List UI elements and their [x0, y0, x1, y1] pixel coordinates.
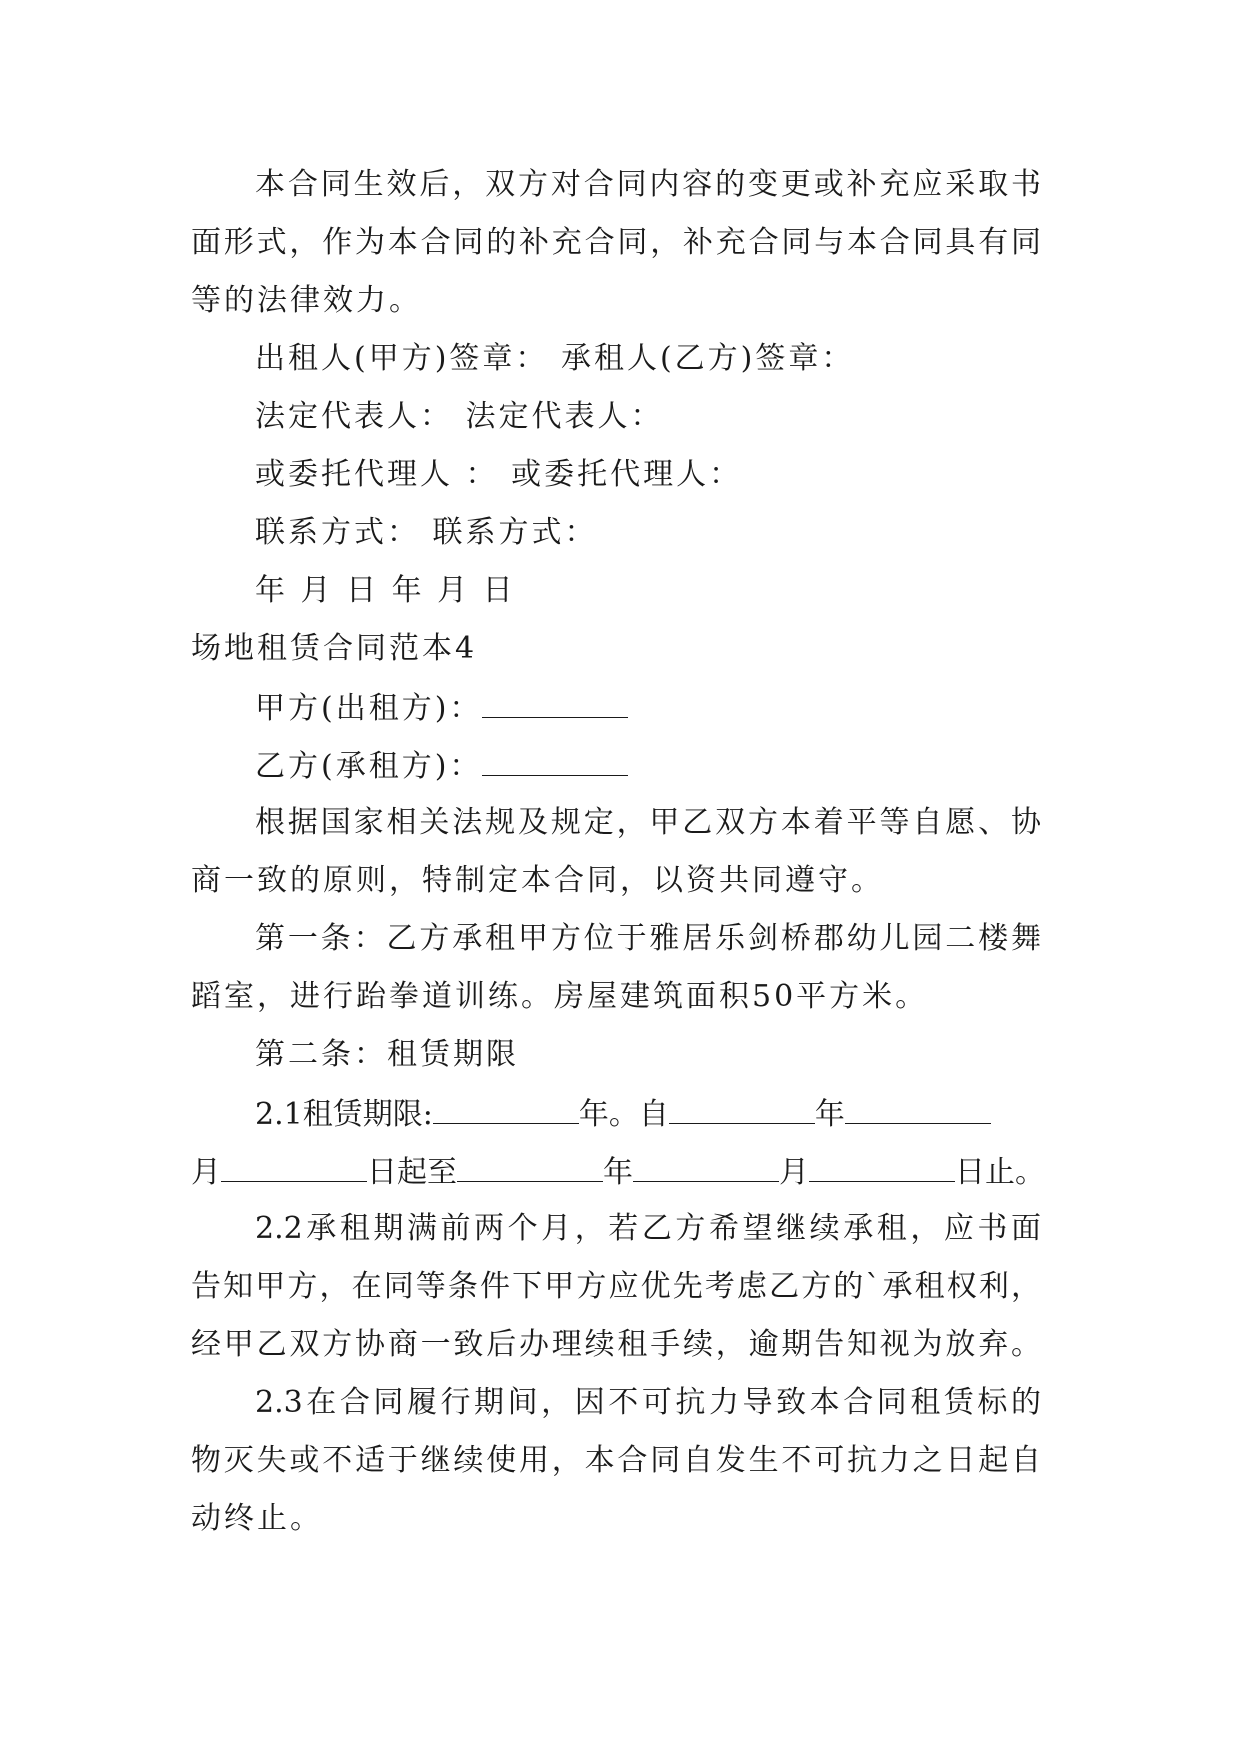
party-b-label: 乙方(承租方)：	[255, 749, 483, 784]
fill-blank	[433, 1093, 579, 1124]
representative-line: 法定代表人： 法定代表人：	[255, 399, 664, 434]
paragraph-line: 动终止。	[191, 1501, 323, 1536]
section-title: 场地租赁合同范本4	[191, 631, 478, 666]
paragraph-line: 2.3在合同履行期间，因不可抗力导致本合同租赁标的	[255, 1385, 1041, 1420]
fill-blank	[482, 745, 628, 776]
paragraph-line: 面形式，作为本合同的补充合同，补充合同与本合同具有同	[191, 225, 1041, 260]
article-line: 第二条：租赁期限	[255, 1037, 519, 1072]
day-from-text: 日起至	[367, 1155, 457, 1190]
paragraph-line: 等的法律效力。	[191, 283, 422, 318]
term-line	[191, 1151, 1045, 1191]
month-text: 月	[779, 1155, 809, 1190]
term-label: 2.1租赁期限:	[255, 1097, 433, 1132]
paragraph-line: 本合同生效后，双方对合同内容的变更或补充应采取书	[255, 167, 1041, 202]
paragraph-line: 告知甲方，在同等条件下甲方应优先考虑乙方的`承租权利，	[191, 1269, 1041, 1304]
term-text: 年。自	[578, 1097, 669, 1132]
fill-blank	[482, 687, 628, 718]
paragraph-line: 经甲乙双方协商一致后办理续租手续，逾期告知视为放弃。	[191, 1327, 1041, 1362]
fill-blank	[845, 1093, 991, 1124]
article-line: 第一条：乙方承租甲方位于雅居乐剑桥郡幼儿园二楼舞	[255, 921, 1041, 956]
paragraph-line: 2.2承租期满前两个月，若乙方希望继续承租，应书面	[255, 1211, 1041, 1246]
month-text: 月	[191, 1155, 221, 1190]
fill-blank	[669, 1093, 815, 1124]
day-end-text: 日止。	[955, 1155, 1045, 1190]
agent-line: 或委托代理人 ： 或委托代理人：	[255, 457, 743, 492]
fill-blank	[809, 1151, 955, 1182]
party-a-label: 甲方(出租方)：	[255, 691, 483, 726]
fill-blank	[457, 1151, 603, 1182]
year-text: 年	[814, 1097, 845, 1132]
contact-line: 联系方式： 联系方式：	[255, 515, 598, 550]
paragraph-line: 物灭失或不适于继续使用，本合同自发生不可抗力之日起自	[191, 1443, 1041, 1478]
paragraph-line: 蹈室，进行跆拳道训练。房屋建筑面积50平方米。	[191, 979, 929, 1014]
term-line	[255, 1093, 991, 1133]
year-text: 年	[603, 1155, 633, 1190]
fill-blank	[633, 1151, 779, 1182]
party-b-line	[255, 745, 628, 785]
party-a-line	[255, 687, 628, 727]
paragraph-line: 根据国家相关法规及规定，甲乙双方本着平等自愿、协	[255, 805, 1041, 840]
date-line: 年 月 日 年 月 日	[255, 573, 516, 608]
paragraph-line: 商一致的原则，特制定本合同，以资共同遵守。	[191, 863, 884, 898]
fill-blank	[221, 1151, 367, 1182]
signature-line: 出租人(甲方)签章： 承租人(乙方)签章：	[255, 341, 855, 376]
